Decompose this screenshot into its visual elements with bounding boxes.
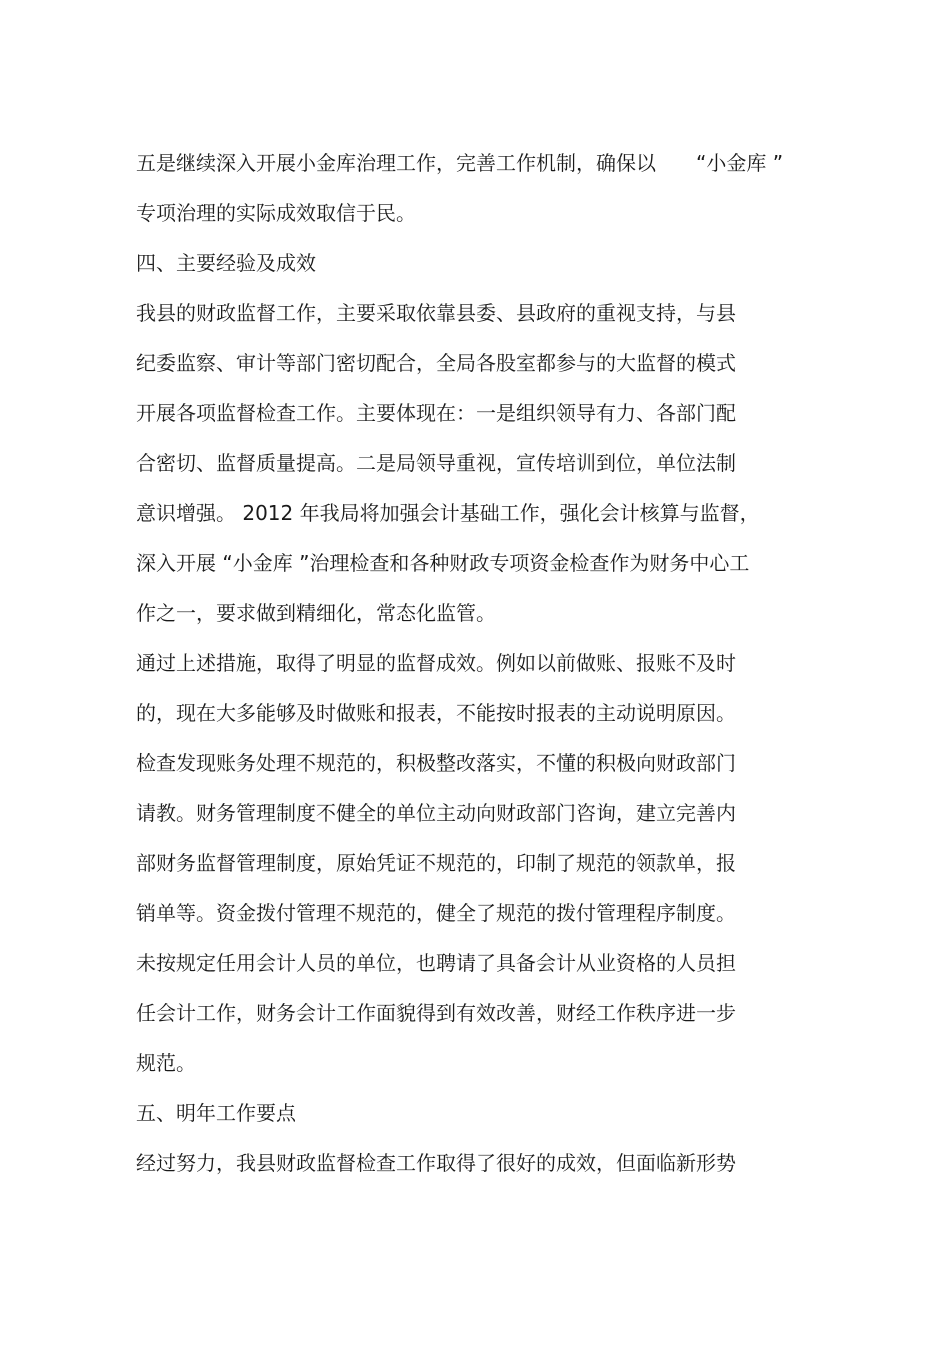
- section-heading: 五、明年工作要点: [136, 1101, 296, 1125]
- paragraph-line: 销单等。资金拨付管理不规范的，健全了规范的拨付管理程序制度。: [136, 901, 736, 925]
- paragraph-line: 五是继续深入开展小金库治理工作，完善工作机制，确保以 “小金库 ”: [136, 151, 784, 175]
- paragraph-line: 意识增强。 2012 年我局将加强会计基础工作，强化会计核算与监督，: [136, 501, 760, 525]
- paragraph-line: 我县的财政监督工作，主要采取依靠县委、县政府的重视支持，与县: [136, 301, 736, 325]
- paragraph-line: 开展各项监督检查工作。主要体现在：一是组织领导有力、各部门配: [136, 401, 736, 425]
- paragraph-line: 规范。: [136, 1051, 196, 1075]
- paragraph-line: 深入开展 “小金库 ”治理检查和各种财政专项资金检查作为财务中心工: [136, 551, 750, 575]
- paragraph-line: 合密切、监督质量提高。二是局领导重视，宣传培训到位，单位法制: [136, 451, 736, 475]
- paragraph-line: 作之一，要求做到精细化，常态化监管。: [136, 601, 496, 625]
- paragraph-line: 纪委监察、审计等部门密切配合，全局各股室都参与的大监督的模式: [136, 351, 736, 375]
- paragraph-line: 请教。财务管理制度不健全的单位主动向财政部门咨询，建立完善内: [136, 801, 736, 825]
- paragraph-line: 经过努力，我县财政监督检查工作取得了很好的成效，但面临新形势: [136, 1151, 736, 1175]
- paragraph-line: 部财务监督管理制度，原始凭证不规范的，印制了规范的领款单，报: [136, 851, 736, 875]
- paragraph-line: 检查发现账务处理不规范的，积极整改落实，不懂的积极向财政部门: [136, 751, 736, 775]
- paragraph-line: 未按规定任用会计人员的单位，也聘请了具备会计从业资格的人员担: [136, 951, 736, 975]
- paragraph-line: 任会计工作，财务会计工作面貌得到有效改善，财经工作秩序进一步: [136, 1001, 736, 1025]
- section-heading: 四、主要经验及成效: [136, 251, 316, 275]
- paragraph-line: 的，现在大多能够及时做账和报表，不能按时报表的主动说明原因。: [136, 701, 736, 725]
- paragraph-line: 专项治理的实际成效取信于民。: [136, 201, 416, 225]
- paragraph-line: 通过上述措施，取得了明显的监督成效。例如以前做账、报账不及时: [136, 651, 736, 675]
